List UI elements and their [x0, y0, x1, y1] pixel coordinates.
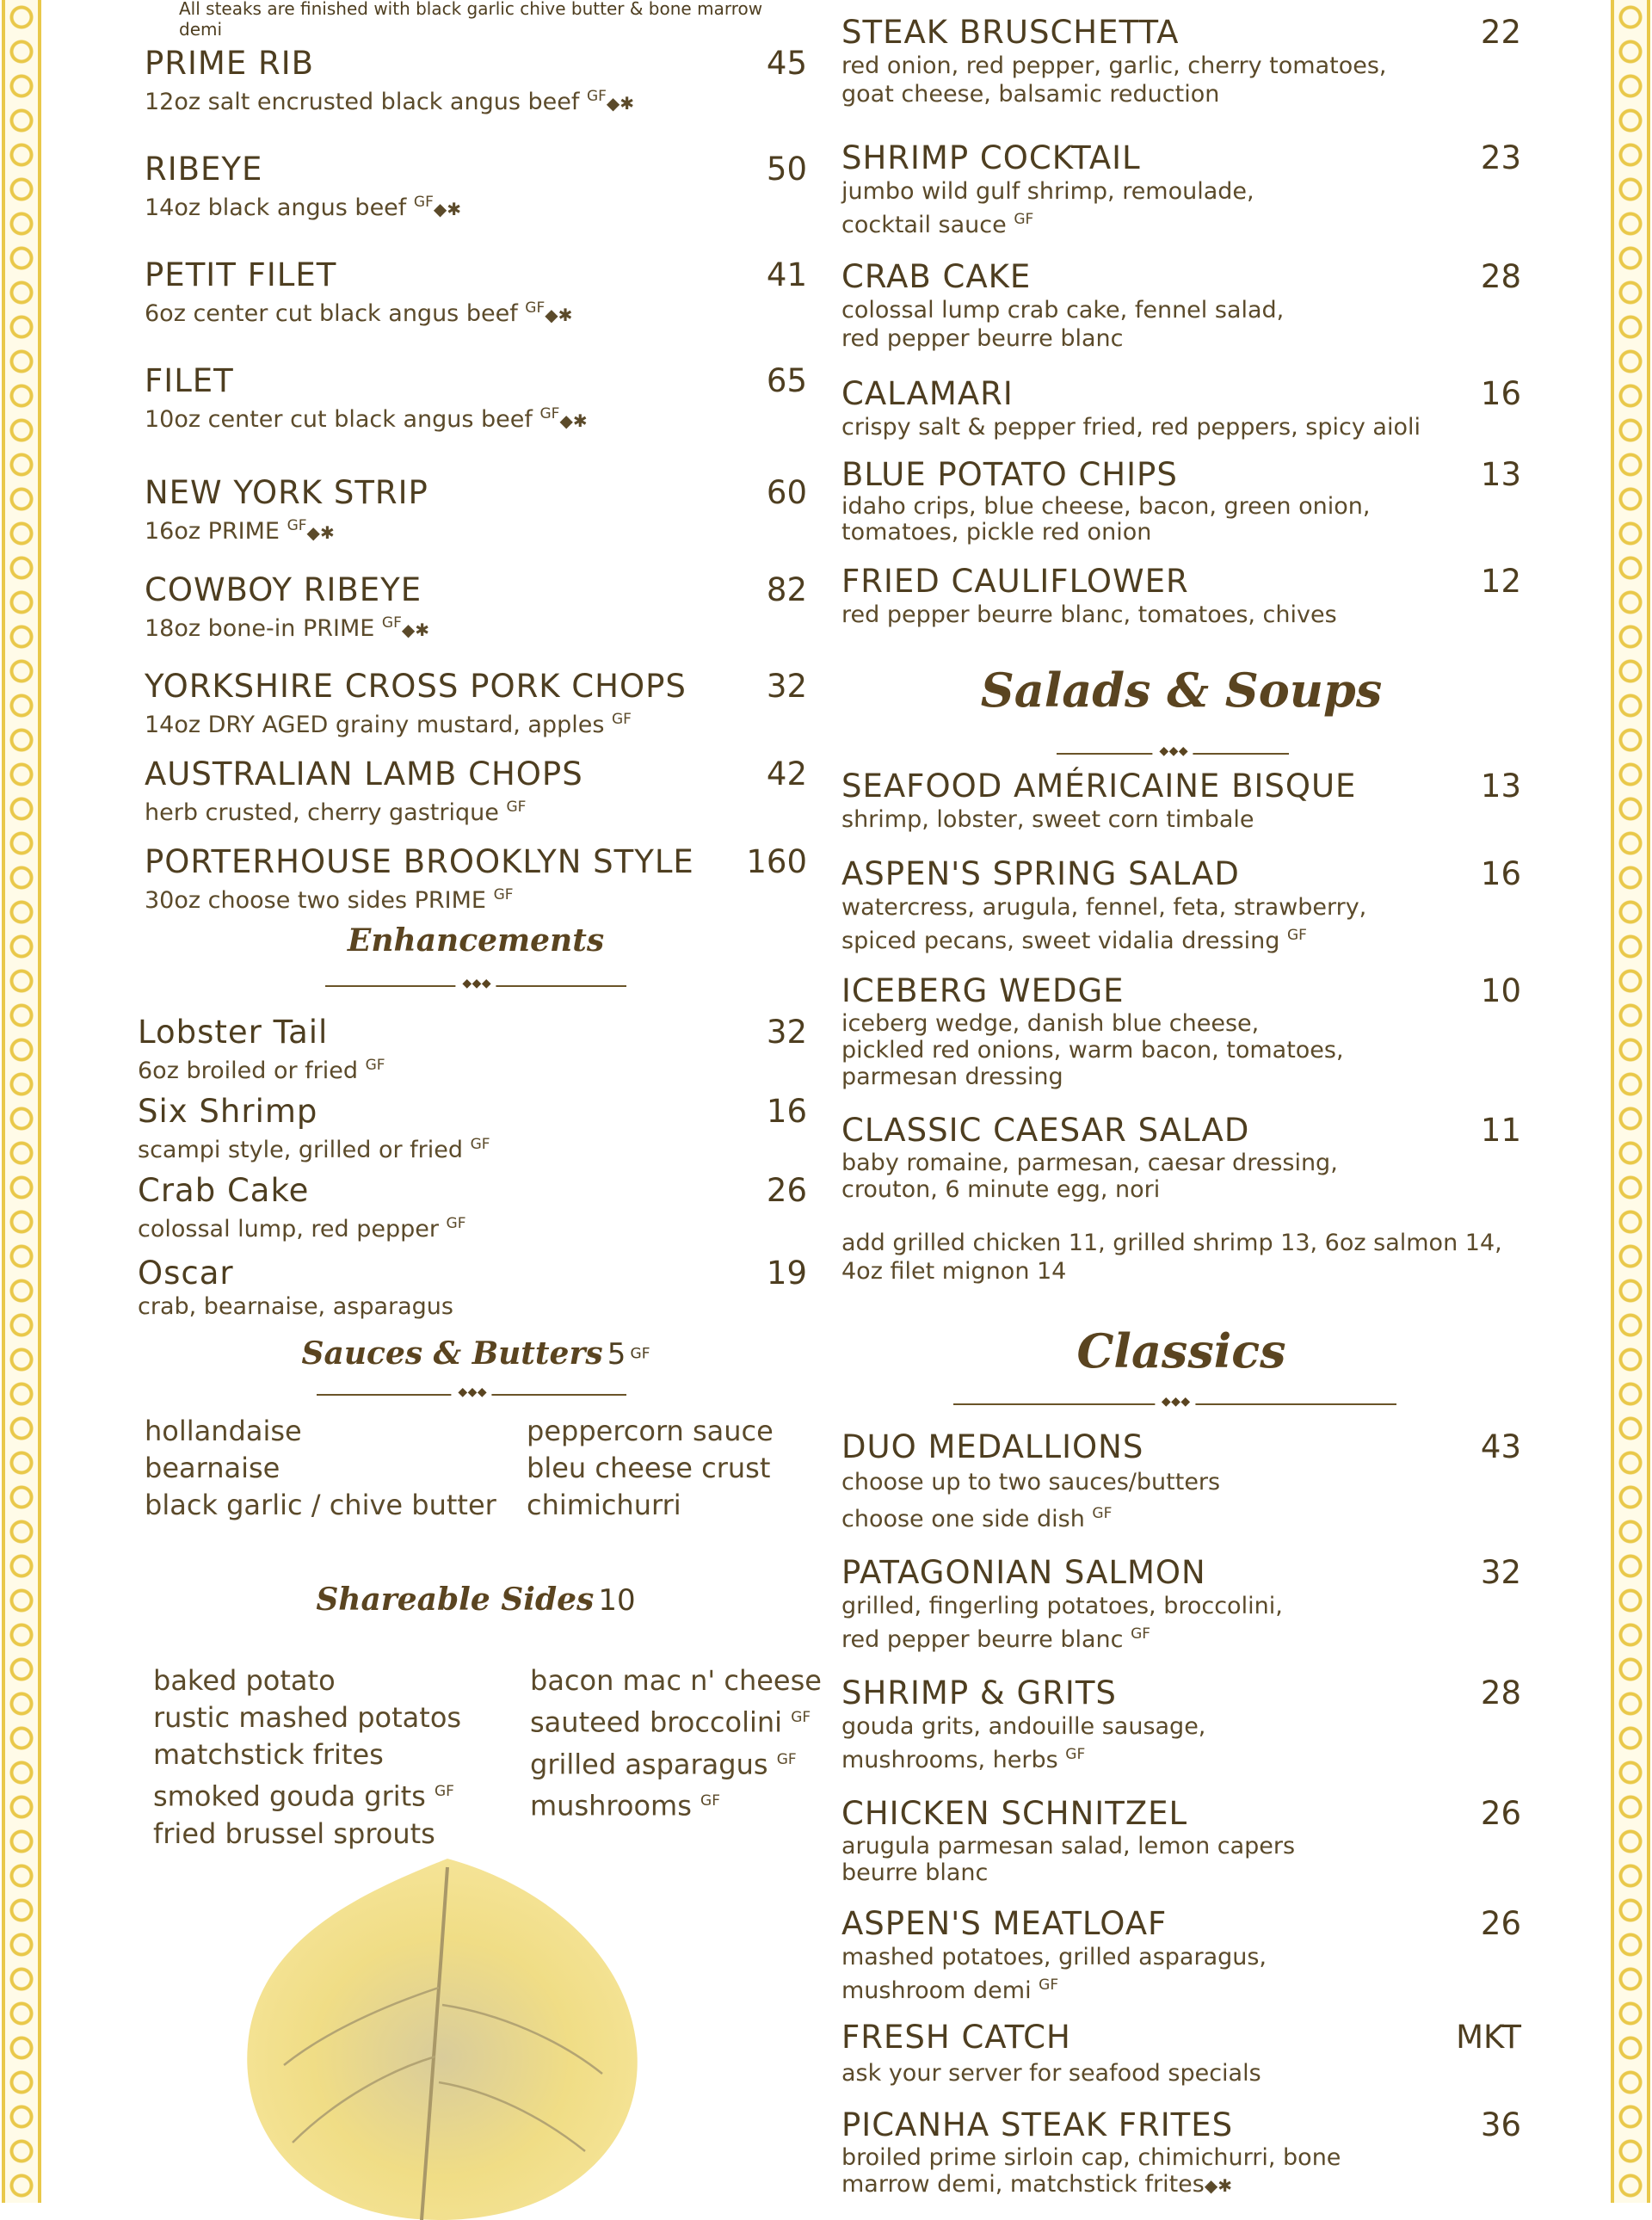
item-description: choose up to two sauces/butters — [841, 1469, 1221, 1495]
sauce-item: chimichurri — [527, 1489, 681, 1521]
item-name: ICEBERG WEDGE — [841, 972, 1125, 1009]
side-item: matchstick frites — [153, 1738, 384, 1771]
item-price: 26 — [1480, 1795, 1521, 1832]
item-price: 13 — [1480, 456, 1521, 493]
side-item: bacon mac n' cheese — [530, 1664, 822, 1697]
item-price: 11 — [1480, 1112, 1521, 1149]
gluten-free-mark: GF — [1092, 1505, 1113, 1522]
gluten-free-mark: GF — [435, 1783, 454, 1800]
enhancement-six-shrimp — [138, 1093, 807, 1164]
item-description: mushrooms, herbs $^{GF}$ — [841, 1746, 1086, 1773]
gluten-free-mark: GF — [776, 1750, 797, 1768]
item-description: red onion, red pepper, garlic, cherry tomatoes, — [841, 52, 1387, 79]
menu-item-shrimp-cocktail — [841, 139, 1521, 239]
item-price: 65 — [766, 362, 807, 399]
diamond-icon: ◆ — [433, 199, 447, 219]
aspen-leaf-image — [232, 1859, 645, 2220]
gluten-free-mark: GF — [446, 1215, 466, 1232]
side-item: smoked gouda grits $^{GF}$ — [153, 1779, 454, 1813]
steak-note: All steaks are finished with black garlic chive butter & bone marrow demi — [179, 0, 763, 40]
item-description: choose one side dish $^{GF}$ — [841, 1505, 1113, 1532]
section-divider — [953, 1399, 1396, 1409]
gluten-free-mark: GF — [1131, 1625, 1151, 1643]
item-price: MKT — [1456, 2019, 1521, 2056]
menu-item-pork-chops — [145, 668, 807, 739]
sides-list-right — [530, 1662, 822, 1825]
menu-item-fresh-catch — [841, 2019, 1521, 2091]
sides-list-left — [153, 1662, 461, 1853]
item-description: 16oz PRIME $^{GF}$◆✱ — [145, 517, 335, 545]
star-icon: ✱ — [319, 522, 335, 543]
menu-item-iceberg-wedge — [841, 972, 1521, 1090]
item-description: jumbo wild gulf shrimp, remoulade, — [841, 178, 1254, 205]
sauces-price: 5 — [607, 1337, 626, 1372]
section-divider — [317, 1390, 626, 1400]
gluten-free-mark: GF — [1014, 211, 1034, 228]
item-name: CHICKEN SCHNITZEL — [841, 1795, 1188, 1832]
star-icon: ✱ — [415, 620, 430, 640]
enhancement-lobster-tail — [138, 1014, 807, 1085]
diamond-icon: ◆ — [306, 522, 320, 543]
decorative-border-left — [2, 0, 41, 2203]
menu-item-lamb-chops — [145, 755, 807, 827]
diamond-icon: ◆ — [559, 410, 573, 431]
item-name: ASPEN'S SPRING SALAD — [841, 855, 1240, 892]
section-divider — [325, 981, 626, 991]
item-description: beurre blanc — [841, 1859, 989, 1886]
item-description: 12oz salt encrusted black angus beef $^{GF}$◆✱ — [145, 88, 635, 115]
item-name: PETIT FILET — [145, 256, 337, 293]
gluten-free-mark: GF — [791, 1709, 811, 1726]
item-name: PORTERHOUSE BROOKLYN STYLE — [145, 843, 694, 880]
item-name: FILET — [145, 362, 234, 399]
item-price: 32 — [766, 668, 807, 705]
item-name: STEAK BRUSCHETTA — [841, 14, 1180, 51]
menu-item-ribeye — [145, 151, 807, 224]
item-price: 32 — [1480, 1554, 1521, 1591]
item-price: 45 — [766, 45, 807, 82]
item-price: 50 — [766, 151, 807, 188]
item-description: 6oz center cut black angus beef $^{GF}$◆✱ — [145, 299, 573, 327]
item-price: 41 — [766, 256, 807, 293]
item-price: 36 — [1480, 2106, 1521, 2143]
menu-item-crab-cake — [841, 258, 1521, 353]
item-name: Lobster Tail — [138, 1014, 329, 1051]
item-description: spiced pecans, sweet vidalia dressing $^{GF}$ — [841, 927, 1307, 954]
menu-item-porterhouse — [145, 843, 807, 915]
item-description: arugula parmesan salad, lemon capers — [841, 1833, 1296, 1859]
item-description: 30oz choose two sides PRIME $^{GF}$ — [145, 886, 514, 914]
item-price: 42 — [766, 755, 807, 792]
enhancement-crab-cake — [138, 1172, 807, 1243]
sauces-heading: Sauces & Butters — [301, 1335, 603, 1372]
sauces-list-left — [145, 1413, 496, 1524]
item-name: YORKSHIRE CROSS PORK CHOPS — [145, 668, 687, 705]
item-price: 22 — [1480, 14, 1521, 51]
side-item: grilled asparagus $^{GF}$ — [530, 1748, 797, 1781]
item-price: 32 — [766, 1014, 807, 1051]
item-description: 6oz broiled or fried $^{GF}$ — [138, 1057, 385, 1084]
side-item: fried brussel sprouts — [153, 1816, 435, 1850]
item-price: 26 — [766, 1172, 807, 1209]
item-price: 160 — [746, 843, 807, 880]
item-description: pickled red onions, warm bacon, tomatoes, — [841, 1037, 1344, 1064]
menu-item-fried-cauliflower — [841, 563, 1521, 629]
gluten-free-mark: GF — [381, 614, 402, 632]
side-item: sauteed broccolini $^{GF}$ — [530, 1705, 811, 1739]
item-name: Crab Cake — [138, 1172, 310, 1209]
item-name: RIBEYE — [145, 151, 263, 188]
item-name: COWBOY RIBEYE — [145, 571, 422, 608]
item-name: CLASSIC CAESAR SALAD — [841, 1112, 1250, 1149]
sauce-item: bearnaise — [145, 1452, 280, 1484]
item-description: cocktail sauce $^{GF}$ — [841, 211, 1034, 238]
salads-heading: Salads & Soups — [980, 663, 1383, 718]
gluten-free-mark: GF — [493, 886, 514, 903]
item-name: DUO MEDALLIONS — [841, 1428, 1144, 1465]
item-description: crouton, 6 minute egg, nori — [841, 1176, 1161, 1203]
gluten-free-mark: GF — [611, 711, 632, 728]
gluten-free-mark: GF — [1286, 927, 1307, 944]
item-price: 13 — [1480, 768, 1521, 805]
item-price: 16 — [766, 1093, 807, 1130]
item-name: ASPEN'S MEATLOAF — [841, 1905, 1168, 1942]
item-description: crab, bearnaise, asparagus — [138, 1293, 453, 1320]
item-price: 60 — [766, 474, 807, 511]
gluten-free-mark: GF — [539, 405, 560, 422]
item-description: 14oz black angus beef $^{GF}$◆✱ — [145, 194, 462, 221]
item-description: 18oz bone-in PRIME $^{GF}$◆✱ — [145, 614, 430, 642]
menu-item-blue-potato-chips — [841, 456, 1521, 546]
gluten-free-mark: GF — [586, 88, 607, 105]
enhancement-oscar — [138, 1255, 807, 1321]
star-icon: ✱ — [447, 199, 462, 219]
menu-item-petit-filet — [145, 256, 807, 330]
sauce-item: peppercorn sauce — [527, 1415, 774, 1447]
star-icon: ✱ — [1217, 2175, 1233, 2196]
item-name: PICANHA STEAK FRITES — [841, 2106, 1234, 2143]
item-description: red pepper beurre blanc — [841, 325, 1124, 352]
sauce-item: black garlic / chive butter — [145, 1489, 496, 1521]
item-name: PATAGONIAN SALMON — [841, 1554, 1206, 1591]
menu-item-shrimp-grits — [841, 1674, 1521, 1774]
item-description: red pepper beurre blanc $^{GF}$ — [841, 1625, 1151, 1653]
item-price: 19 — [766, 1255, 807, 1292]
item-description: crispy salt & pepper fried, red peppers, spicy aioli — [841, 414, 1421, 441]
menu-item-steak-bruschetta — [841, 14, 1521, 108]
item-description: 10oz center cut black angus beef $^{GF}$◆✱ — [145, 405, 588, 433]
sauces-list-right — [527, 1413, 774, 1524]
menu-item-duo-medallions — [841, 1428, 1521, 1535]
menu-item-picanha-steak-frites — [841, 2106, 1521, 2199]
item-name: CALAMARI — [841, 375, 1014, 412]
menu-item-chicken-schnitzel — [841, 1795, 1521, 1886]
gluten-free-mark: GF — [1039, 1976, 1059, 1994]
item-description: red pepper beurre blanc, tomatoes, chives — [841, 601, 1337, 628]
item-description: marrow demi, matchstick frites◆✱ — [841, 2171, 1233, 2198]
item-description: gouda grits, andouille sausage, — [841, 1713, 1206, 1740]
item-price: 26 — [1480, 1905, 1521, 1942]
item-description: goat cheese, balsamic reduction — [841, 81, 1220, 108]
side-item: mushrooms $^{GF}$ — [530, 1789, 720, 1822]
sauce-item: bleu cheese crust — [527, 1452, 771, 1484]
gluten-free-mark: GF — [525, 299, 546, 317]
diamond-icon: ◆ — [1204, 2175, 1218, 2196]
gluten-free-mark: GF — [1065, 1746, 1086, 1763]
diamond-icon: ◆ — [606, 93, 620, 114]
menu-item-new-york-strip — [145, 474, 807, 547]
star-icon: ✱ — [620, 93, 635, 114]
item-name: SHRIMP COCKTAIL — [841, 139, 1141, 176]
item-name: SHRIMP & GRITS — [841, 1674, 1117, 1711]
item-description: 14oz DRY AGED grainy mustard, apples $^{GF}$ — [145, 711, 632, 738]
decorative-border-right — [1611, 0, 1650, 2203]
item-description: ask your server for seafood specials — [841, 2060, 1261, 2087]
item-name: AUSTRALIAN LAMB CHOPS — [145, 755, 583, 792]
menu-item-patagonian-salmon — [841, 1554, 1521, 1654]
item-description: baby romaine, parmesan, caesar dressing, — [841, 1150, 1338, 1176]
item-name: Oscar — [138, 1255, 234, 1292]
item-description: herb crusted, cherry gastrique $^{GF}$ — [145, 799, 527, 826]
gluten-free-mark: GF — [413, 194, 434, 211]
menu-item-spring-salad — [841, 855, 1521, 955]
item-price: 28 — [1480, 258, 1521, 295]
side-item: baked potato — [153, 1664, 336, 1697]
sides-heading: Shareable Sides — [316, 1582, 595, 1618]
item-description: parmesan dressing — [841, 1064, 1063, 1090]
star-icon: ✱ — [572, 410, 588, 431]
sauce-item: hollandaise — [145, 1415, 302, 1447]
gluten-free-mark: GF — [470, 1136, 490, 1153]
item-name: SEAFOOD AMÉRICAINE BISQUE — [841, 768, 1357, 805]
item-description: mushroom demi $^{GF}$ — [841, 1976, 1059, 2004]
diamond-icon: ◆ — [401, 620, 416, 640]
item-price: 28 — [1480, 1674, 1521, 1711]
gluten-free-mark: GF — [506, 799, 527, 816]
item-description: idaho crips, blue cheese, bacon, green onion, — [841, 493, 1371, 520]
enhancements-heading: Enhancements — [347, 922, 605, 959]
menu-item-meatloaf — [841, 1905, 1521, 2005]
menu-item-calamari — [841, 375, 1521, 441]
item-description: scampi style, grilled or fried $^{GF}$ — [138, 1136, 490, 1163]
menu-item-caesar-salad — [841, 1112, 1521, 1203]
star-icon: ✱ — [558, 305, 573, 325]
salad-addons: add grilled chicken 11, grilled shrimp 13, 6oz salmon 14, 4oz filet mignon 14 — [841, 1230, 1502, 1285]
item-price: 12 — [1480, 563, 1521, 600]
gluten-free-mark: GF — [700, 1792, 720, 1810]
menu-item-bisque — [841, 768, 1521, 834]
item-name: PRIME RIB — [145, 45, 314, 82]
item-description: colossal lump crab cake, fennel salad, — [841, 297, 1285, 324]
item-name: CRAB CAKE — [841, 258, 1032, 295]
item-name: BLUE POTATO CHIPS — [841, 456, 1178, 493]
item-price: 23 — [1480, 139, 1521, 176]
item-description: tomatoes, pickle red onion — [841, 519, 1152, 546]
menu-item-cowboy-ribeye — [145, 571, 807, 644]
gluten-free-mark: GF — [365, 1057, 385, 1074]
sides-price: 10 — [598, 1583, 636, 1618]
item-price: 43 — [1480, 1428, 1521, 1465]
item-price: 16 — [1480, 855, 1521, 892]
menu-item-filet — [145, 362, 807, 435]
item-name: FRIED CAULIFLOWER — [841, 563, 1189, 600]
item-description: grilled, fingerling potatoes, broccolini, — [841, 1593, 1283, 1619]
sides-heading-row — [145, 1582, 807, 1618]
sauces-heading-row — [145, 1335, 807, 1372]
gluten-free-mark: GF — [287, 517, 307, 534]
item-price: 16 — [1480, 375, 1521, 412]
item-description: colossal lump, red pepper $^{GF}$ — [138, 1215, 466, 1243]
section-divider — [1057, 749, 1289, 759]
item-description: broiled prime sirloin cap, chimichurri, bone — [841, 2144, 1341, 2171]
item-price: 82 — [766, 571, 807, 608]
item-description: iceberg wedge, danish blue cheese, — [841, 1010, 1260, 1037]
item-price: 10 — [1480, 972, 1521, 1009]
item-name: Six Shrimp — [138, 1093, 318, 1130]
item-description: mashed potatoes, grilled asparagus, — [841, 1944, 1267, 1970]
diamond-icon: ◆ — [545, 305, 558, 325]
item-name: FRESH CATCH — [841, 2019, 1071, 2056]
gluten-free-mark: GF — [630, 1345, 650, 1363]
side-item: rustic mashed potatos — [153, 1701, 462, 1734]
item-description: shrimp, lobster, sweet corn timbale — [841, 806, 1254, 833]
item-name: NEW YORK STRIP — [145, 474, 428, 511]
item-description: watercress, arugula, fennel, feta, strawberry, — [841, 894, 1367, 921]
classics-heading: Classics — [1076, 1323, 1286, 1378]
menu-item-prime-rib — [145, 45, 807, 118]
